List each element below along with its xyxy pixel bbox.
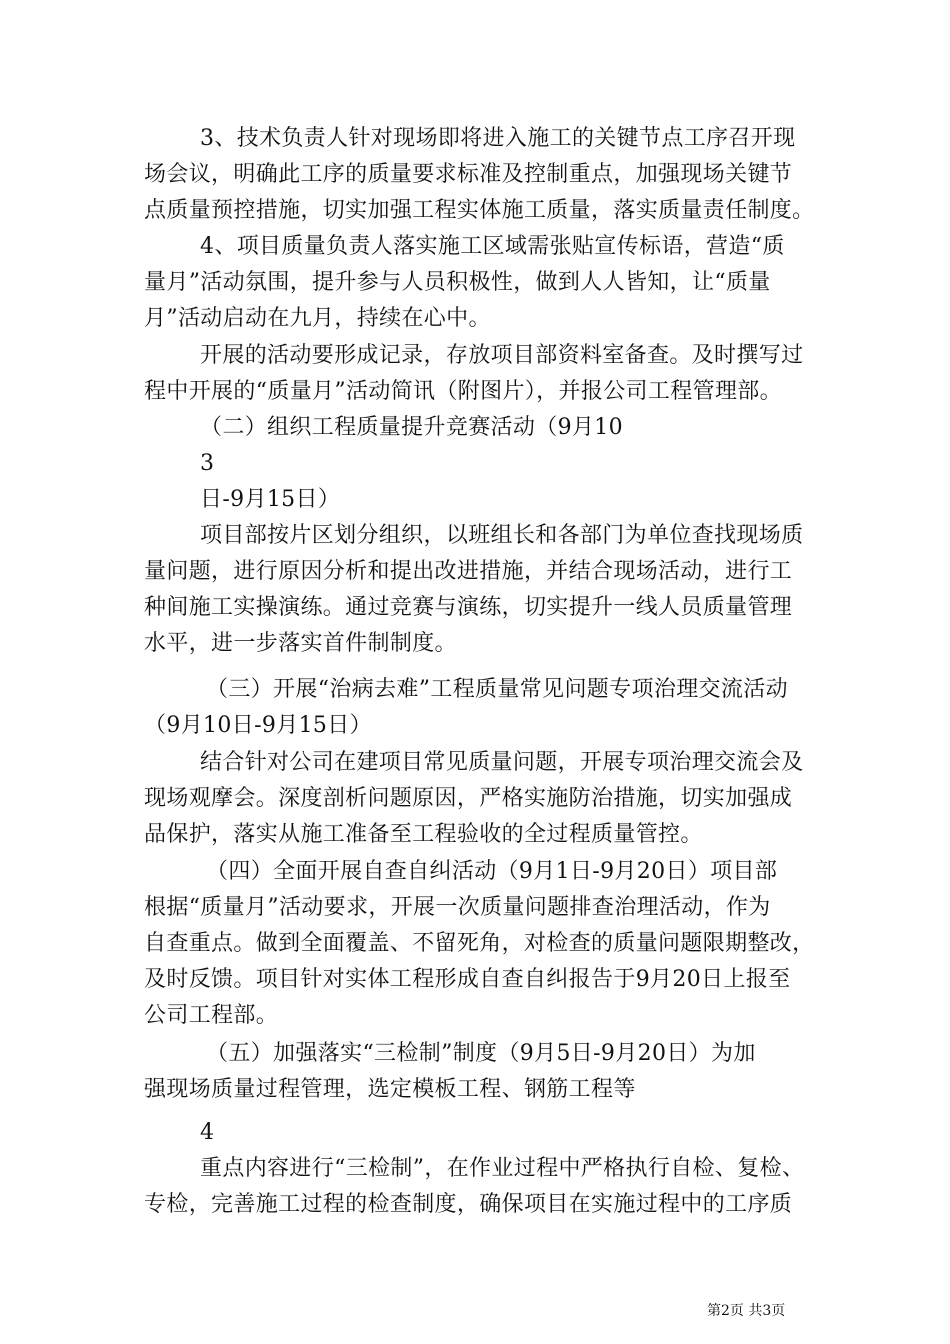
page-number-marker: 3 [200, 451, 215, 476]
paragraph-line: 现场观摩会。深度剖析问题原因，严格实施防治措施，切实加强成 [144, 786, 793, 811]
paragraph-line: 程中开展的“质量月”活动简讯（附图片），并报公司工程管理部。 [144, 379, 782, 404]
page-footer: 第2页 共3页 [707, 1303, 786, 1319]
paragraph-line: 结合针对公司在建项目常见质量问题，开展专项治理交流会及 [200, 750, 804, 775]
paragraph-line: 项目部按片区划分组织，以班组长和各部门为单位查找现场质 [200, 523, 804, 548]
section-heading: 日-9月15日） [200, 487, 341, 512]
paragraph-line: 公司工程部。 [144, 1003, 279, 1028]
paragraph-line: 水平，进一步落实首件制制度。 [144, 631, 457, 656]
section-heading: （二）组织工程质量提升竞赛活动（9月10 [200, 415, 623, 440]
paragraph-line: 根据“质量月”活动要求，开展一次质量问题排查治理活动，作为 [144, 895, 771, 920]
paragraph-line: 强现场质量过程管理，选定模板工程、钢筋工程等 [144, 1077, 636, 1102]
paragraph-line: 及时反馈。项目针对实体工程形成自查自纠报告于9月20日上报至 [144, 967, 791, 992]
section-heading: （五）加强落实“三检制”制度（9月5日-9月20日）为加 [206, 1041, 756, 1066]
paragraph-line: 月”活动启动在九月，持续在心中。 [144, 306, 491, 331]
paragraph-line: 专检，完善施工过程的检查制度，确保项目在实施过程中的工序质 [144, 1192, 793, 1217]
paragraph-line: 种间施工实操演练。通过竞赛与演练，切实提升一线人员质量管理 [144, 595, 793, 620]
paragraph-line: 点质量预控措施，切实加强工程实体施工质量，落实质量责任制度。 [144, 198, 815, 223]
section-heading: （9月10日-9月15日） [144, 713, 372, 738]
paragraph-line: 4、项目质量负责人落实施工区域需张贴宣传标语，营造“质 [200, 234, 785, 259]
page-number-marker: 4 [200, 1120, 215, 1145]
paragraph-line: 自查重点。做到全面覆盖、不留死角，对检查的质量问题限期整改， [144, 931, 815, 956]
paragraph-line: 重点内容进行“三检制”，在作业过程中严格执行自检、复检、 [200, 1156, 805, 1181]
section-heading: （四）全面开展自查自纠活动（9月1日-9月20日）项目部 [206, 859, 778, 884]
paragraph-line: 量月”活动氛围，提升参与人员积极性，做到人人皆知，让“质量 [144, 270, 771, 295]
paragraph-line: 3、技术负责人针对现场即将进入施工的关键节点工序召开现 [200, 126, 796, 151]
paragraph-line: 品保护，落实从施工准备至工程验收的全过程质量管控。 [144, 822, 703, 847]
paragraph-line: 量问题，进行原因分析和提出改进措施，并结合现场活动，进行工 [144, 559, 793, 584]
paragraph-line: 开展的活动要形成记录，存放项目部资料室备查。及时撰写过 [200, 343, 804, 368]
section-heading: （三）开展“治病去难”工程质量常见问题专项治理交流活动 [206, 677, 788, 702]
paragraph-line: 场会议，明确此工序的质量要求标准及控制重点，加强现场关键节 [144, 162, 793, 187]
